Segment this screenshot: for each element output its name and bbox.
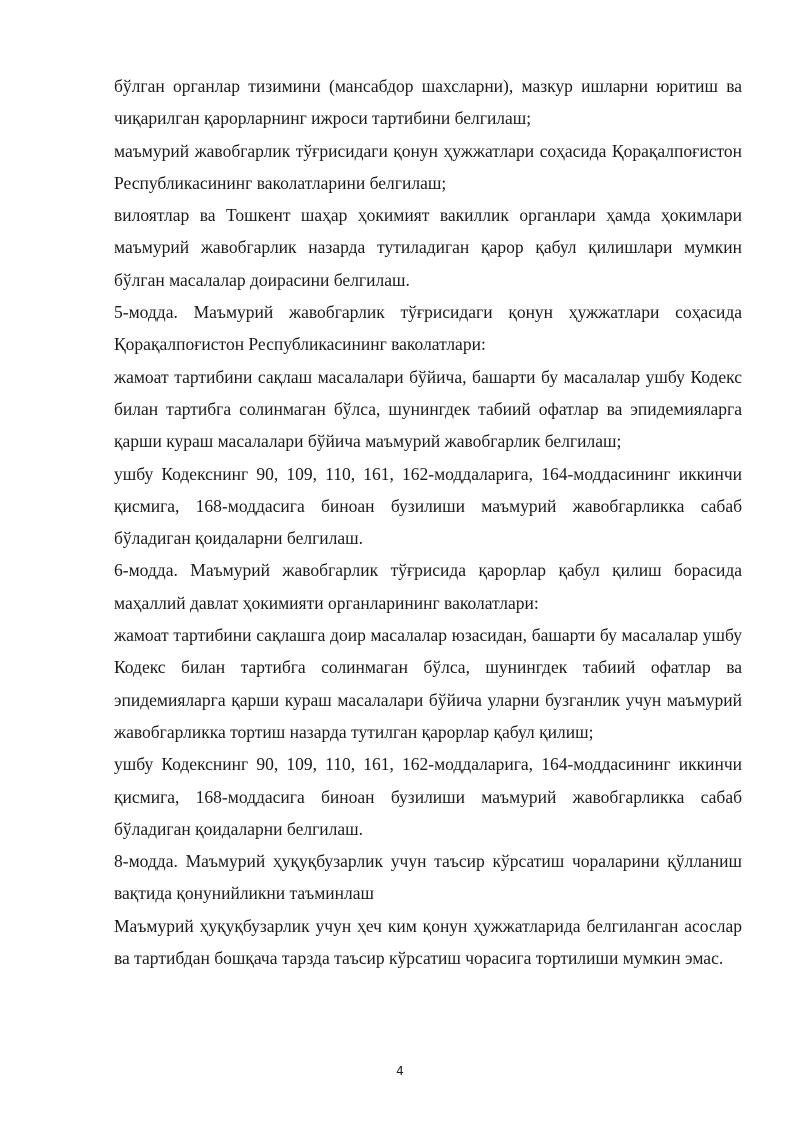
paragraph-public-order: жамоат тартибини сақлаш масалалари бўйича, башарти бу масалалар ушбу Кодекс билан тартибга солинмаган бўлса, шунингдек табиий офатлар ва эпидемияларга қарши кураш масалалари бўйича маъмурий жавобгарлик белгилаш; <box>114 366 742 452</box>
paragraph-code-articles-2: ушбу Кодекснинг 90, 109, 110, 161, 162-моддаларига, 164-моддасининг иккинчи қисмига, 168-моддасига биноан бузилиши маъмурий жавобгарликка сабаб бўладиган қоидаларни белгилаш. <box>114 754 742 839</box>
paragraph-organs-system: бўлган органлар тизимини (мансабдор шахсларни), мазкур ишларни юритиш ва чиқарилган қарорларнинг ижроси тартибини белгилаш; <box>114 76 742 129</box>
paragraph-karakalpakstan-powers: маъмурий жавобгарлик тўғрисидаги қонун ҳужжатлари соҳасида Қорақалпоғистон Республикасининг ваколатларини белгилаш; <box>114 140 742 193</box>
paragraph-public-order-local: жамоат тартибини сақлашга доир масалалар юзасидан, башарти бу масалалар ушбу Кодекс билан тартибга солинмаган бўлса, шунингдек табиий офатлар ва эпидемияларга қарши кураш масалалари бўйича уларни бузганлик учун маъмурий жавобгарликка тортиш назарда тутилган қарорлар қабул қилиш; <box>114 625 742 742</box>
page-number: 4 <box>396 1064 404 1078</box>
article-5-heading: 5-модда. Маъмурий жавобгарлик тўғрисидаги қонун ҳужжатлари соҳасида Қорақалпоғистон Республикасининг ваколатлари: <box>114 302 742 355</box>
article-6-heading: 6-модда. Маъмурий жавобгарлик тўғрисида қарорлар қабул қилиш борасида маҳаллий давлат ҳокимияти органларининг ваколатлари: <box>114 560 742 613</box>
article-8-heading: 8-модда. Маъмурий ҳуқуқбузарлик учун таъсир кўрсатиш чораларини қўлланиш вақтида қонунийликни таъминлаш <box>114 851 742 904</box>
paragraph-legality: Маъмурий ҳуқуқбузарлик учун ҳеч ким қонун ҳужжатларида белгиланган асослар ва тартибдан бошқача тарзда таъсир кўрсатиш чорасига тортилиши мумкин эмас. <box>114 915 742 969</box>
paragraph-regional-authorities: вилоятлар ва Тошкент шаҳар ҳокимият вакиллик органлари ҳамда ҳокимлари маъмурий жавобгарлик назарда тутиладиган қарор қабул қилишлари мумкин бўлган масалалар доирасини белгилаш. <box>114 205 742 290</box>
document-body <box>114 70 742 974</box>
paragraph-code-articles-1: ушбу Кодекснинг 90, 109, 110, 161, 162-моддаларига, 164-моддасининг иккинчи қисмига, 168-моддасига биноан бузилиши маъмурий жавобгарликка сабаб бўладиган қоидаларни белгилаш. <box>114 463 742 549</box>
